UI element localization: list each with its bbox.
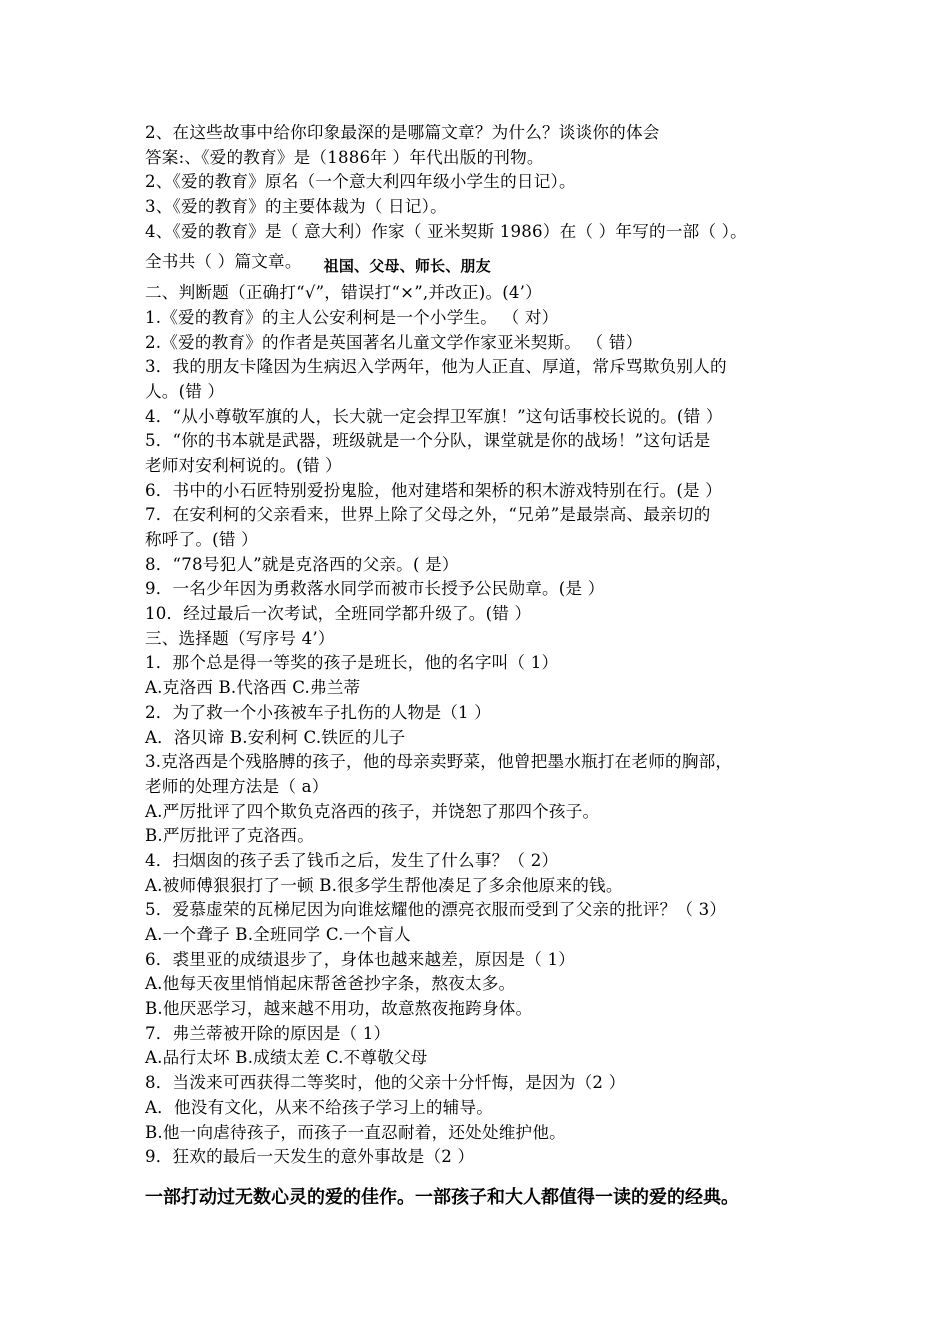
mc-item: 8．当泼来可西获得二等奖时，他的父亲十分忏悔，是因为（2 ） — [145, 1073, 626, 1093]
section-multiple-choice — [145, 627, 825, 1170]
answer-line: 答案:、《爱的教育》是（1886年 ）年代出版的刊物。 — [145, 147, 544, 167]
tf-item: 7．在安利柯的父亲看来，世界上除了父母之外，“兄弟”是最崇高、最亲切的 — [145, 505, 711, 525]
tf-item: 9．一名少年因为勇救落水同学而被市长授予公民勋章。(是 ） — [145, 579, 605, 599]
tf-item: 6．书中的小石匠特别爱扮鬼脸，他对建塔和架桥的积木游戏特别在行。(是 ） — [145, 480, 723, 500]
mc-item: 老师的处理方法是（ a） — [145, 776, 329, 796]
intro-block — [145, 121, 825, 275]
mc-item: B.他厌恶学习，越来越不用功，故意熬夜拖跨身体。 — [145, 999, 533, 1019]
tf-item: 2.《爱的教育》的作者是英国著名儿童文学作家亚米契斯。 （ 错） — [145, 332, 643, 352]
mc-item: 6．裘里亚的成绩退步了，身体也越来越差，原因是（ 1） — [145, 949, 576, 969]
tf-item: 10．经过最后一次考试，全班同学都升级了。(错 ） — [145, 604, 532, 624]
mc-item: A.克洛西 B.代洛西 C.弗兰蒂 — [145, 678, 361, 698]
tf-item: 4．“从小尊敬军旗的人，长大就一定会捍卫军旗！”这句话事校长说的。(错 ） — [145, 406, 723, 426]
tf-item: 1.《爱的教育》的主人公安利柯是一个小学生。 （ 对） — [145, 307, 559, 327]
answer-line: 4、《爱的教育》是（ 意大利）作家（ 亚米契斯 1986）在（ ）年写的一部（ ）。 — [145, 221, 747, 241]
tf-item: 称呼了。(错 ） — [145, 530, 258, 549]
full-book-note: 祖国、父母、师长、朋友 — [323, 257, 491, 276]
footer-tagline: 一部打动过无数心灵的爱的佳作。一部孩子和大人都值得一读的爱的经典。 — [145, 1186, 739, 1208]
full-book-text: 全书共（ ）篇文章。 — [145, 252, 302, 272]
section-true-false — [145, 281, 825, 627]
tf-item: 3．我的朋友卡隆因为生病迟入学两年，他为人正直、厚道，常斥骂欺负别人的 — [145, 357, 727, 377]
mc-item: A.严厉批评了四个欺负克洛西的孩子，并饶恕了那四个孩子。 — [145, 801, 600, 821]
mc-item: 7．弗兰蒂被开除的原因是（ 1） — [145, 1023, 391, 1043]
mc-item: 2．为了救一个小孩被车子扎伤的人物是（1 ） — [145, 702, 492, 722]
mc-item: 1．那个总是得一等奖的孩子是班长，他的名字叫（ 1） — [145, 653, 559, 673]
tf-item: 8．“78号犯人”就是克洛西的父亲。( 是） — [145, 554, 459, 574]
mc-item: B.严厉批评了克洛西。 — [145, 826, 315, 846]
answer-line: 2、《爱的教育》原名（一个意大利四年级小学生的日记）。 — [145, 172, 576, 192]
section-heading: 二、判断题（正确打“√”，错误打“×”,并改正)。(4’） — [145, 283, 542, 303]
mc-item: B.他一向虐待孩子，而孩子一直忍耐着，还处处维护他。 — [145, 1122, 566, 1142]
mc-item: A．洛贝谛 B.安利柯 C.铁匠的儿子 — [145, 727, 406, 747]
tf-item: 老师对安利柯说的。(错 ） — [145, 455, 342, 475]
mc-item: A.品行太坏 B.成绩太差 C.不尊敬父母 — [145, 1048, 428, 1068]
mc-item: A.被师傅狠狠打了一顿 B.很多学生帮他凑足了多余他原来的钱。 — [145, 875, 623, 895]
mc-item: A.他每天夜里悄悄起床帮爸爸抄字条，熬夜太多。 — [145, 974, 516, 994]
tf-item: 5．“你的书本就是武器，班级就是一个分队，课堂就是你的战场！”这句话是 — [145, 431, 711, 451]
mc-item: 9．狂欢的最后一天发生的意外事故是（2 ） — [145, 1147, 475, 1167]
answer-line: 3、《爱的教育》的主要体裁为（ 日记）。 — [145, 197, 447, 217]
tf-item: 人。(错 ） — [145, 381, 225, 401]
mc-item: 3.克洛西是个残胳膊的孩子，他的母亲卖野菜，他曾把墨水瓶打在老师的胸部， — [145, 752, 733, 772]
mc-item: 5．爱慕虚荣的瓦梯尼因为向谁炫耀他的漂亮衣服而受到了父亲的批评？（ 3） — [145, 900, 727, 920]
question-line: 2、在这些故事中给你印象最深的是哪篇文章？为什么？谈谈你的体会 — [145, 123, 660, 142]
section-heading: 三、选择题（写序号 4’） — [145, 628, 335, 648]
mc-item: A．他没有文化，从来不给孩子学习上的辅导。 — [145, 1097, 494, 1117]
full-book-line — [145, 250, 825, 275]
mc-item: A.一个聋子 B.全班同学 C.一个盲人 — [145, 925, 411, 944]
document-content — [145, 121, 825, 1211]
mc-item: 4．扫烟囱的孩子丢了钱币之后，发生了什么事？（ 2） — [145, 850, 559, 870]
